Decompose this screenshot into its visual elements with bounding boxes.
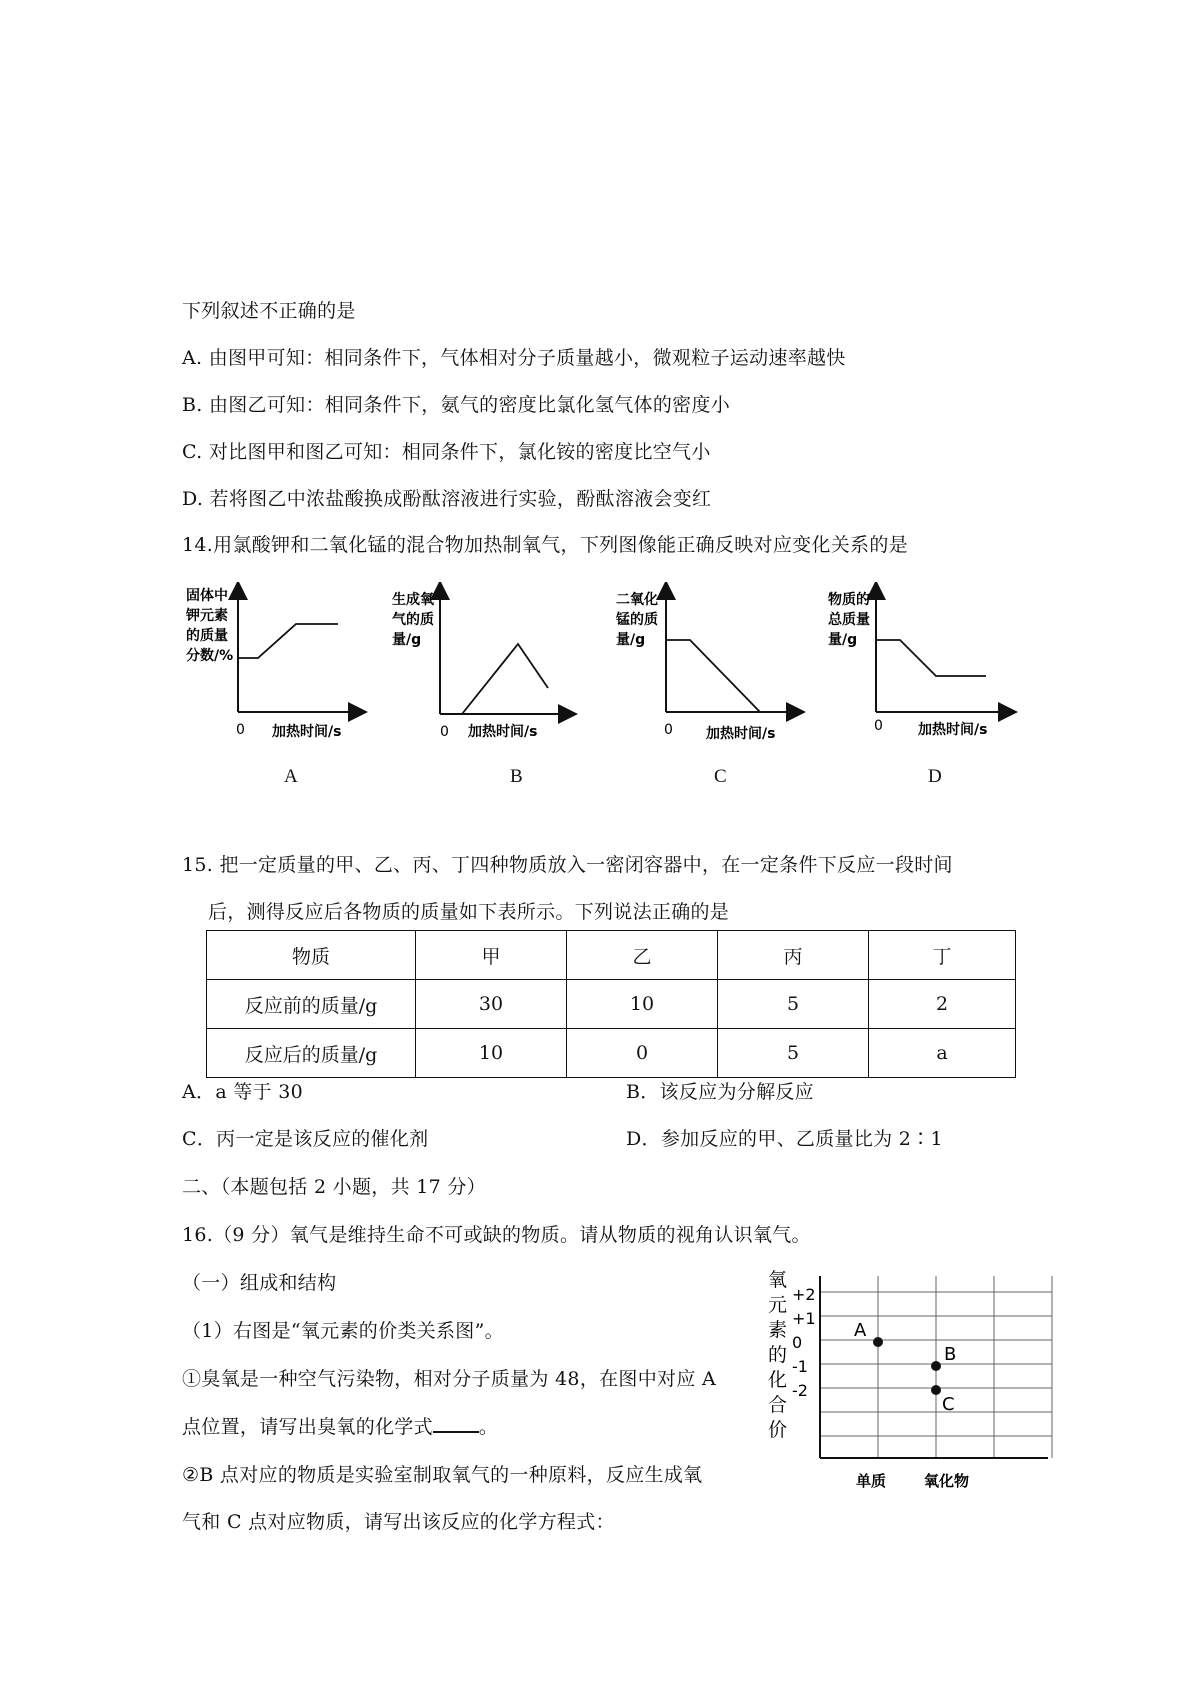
curve (666, 640, 760, 712)
ylabel-line: 二氧化 (616, 592, 658, 608)
origin-label: 0 (236, 722, 245, 738)
y-tick-label: 0 (792, 1333, 803, 1352)
point-label: B (944, 1344, 957, 1365)
table-cell: a (869, 1029, 1016, 1078)
origin-label: 0 (874, 718, 883, 734)
answer-blank[interactable] (433, 1413, 479, 1433)
table-cell: 物质 (207, 931, 416, 980)
point-b (931, 1361, 941, 1371)
ylabel-line: 分数/% (186, 648, 234, 664)
valence-chart (758, 1262, 1058, 1516)
q16-stem: 16.（9 分）氧气是维持生命不可或缺的物质。请从物质的视角认识氧气。 (182, 1224, 811, 1246)
ylabel-line: 钾元素 (186, 608, 228, 624)
table-cell: 乙 (567, 931, 718, 980)
table-cell: 30 (416, 980, 567, 1029)
q13-option-d: D. 若将图乙中浓盐酸换成酚酞溶液进行实验，酚酞溶液会变红 (182, 488, 712, 510)
q15-option-a: A．a 等于 30 (182, 1081, 304, 1103)
q13-option-c: C. 对比图甲和图乙可知：相同条件下，氯化铵的密度比空气小 (182, 441, 711, 463)
table-cell: 10 (416, 1029, 567, 1078)
point-label: A (854, 1320, 867, 1341)
ylabel-line: 生成氧 (392, 592, 434, 608)
q13-option-b: B. 由图乙可知：相同条件下，氨气的密度比氯化氢气体的密度小 (182, 394, 731, 416)
q15-stem-2: 后，测得反应后各物质的质量如下表所示。下列说法正确的是 (208, 901, 730, 923)
ylabel-line: 量/g (616, 632, 646, 648)
table-cell: 5 (718, 1029, 869, 1078)
point-a (873, 1337, 883, 1347)
table-cell: 丁 (869, 931, 1016, 980)
xlabel: 加热时间/s (272, 724, 342, 740)
table-row (207, 1029, 1016, 1078)
curve (440, 644, 548, 714)
section-heading: 二、（本题包括 2 小题，共 17 分） (182, 1176, 486, 1198)
q15-option-b: B．该反应为分解反应 (626, 1081, 814, 1103)
q13-stem: 下列叙述不正确的是 (182, 300, 356, 322)
table-header-row (207, 931, 1016, 980)
q16-p2-line2: 气和 C 点对应物质，请写出该反应的化学方程式： (182, 1511, 615, 1533)
table-cell: 反应后的质量/g (207, 1029, 416, 1078)
ylabel-char: 价 (768, 1419, 788, 1441)
graph-b (388, 582, 588, 756)
ylabel-char: 合 (768, 1394, 788, 1416)
q14-stem: 14.用氯酸钾和二氧化锰的混合物加热制氧气，下列图像能正确反映对应变化关系的是 (182, 534, 908, 556)
q16-p1-text: 点位置，请写出臭氧的化学式 (182, 1416, 433, 1438)
q15-option-c: C．丙一定是该反应的催化剂 (182, 1128, 429, 1150)
table-cell: 5 (718, 980, 869, 1029)
y-tick-label: +1 (792, 1309, 816, 1328)
q15-stem-1: 15. 把一定质量的甲、乙、丙、丁四种物质放入一密闭容器中，在一定条件下反应一段时间 (182, 854, 953, 876)
y-tick-label: +2 (792, 1285, 816, 1304)
table-cell: 0 (567, 1029, 718, 1078)
graph-a (180, 582, 380, 756)
table-cell: 丙 (718, 931, 869, 980)
graph-c-letter: C (714, 766, 727, 787)
y-tick-label: -1 (792, 1357, 808, 1376)
q16-p1-line1: ①臭氧是一种空气污染物，相对分子质量为 48，在图中对应 A (182, 1368, 716, 1390)
ylabel-line: 量/g (392, 632, 422, 648)
ylabel-line: 锰的质 (616, 612, 658, 628)
origin-label: 0 (440, 724, 449, 740)
ylabel-line: 固体中 (186, 588, 228, 604)
ylabel-char: 化 (768, 1369, 788, 1391)
curve (876, 640, 986, 676)
q15-option-d: D．参加反应的甲、乙质量比为 2∶1 (626, 1128, 943, 1150)
ylabel-char: 元 (768, 1294, 788, 1316)
ylabel-line: 气的质 (392, 612, 434, 628)
q16-sub1: （一）组成和结构 (182, 1272, 337, 1294)
xlabel: 加热时间/s (468, 724, 538, 740)
graph-b-letter: B (510, 766, 523, 787)
graph-c (612, 582, 812, 756)
q16-sub1-1: （1）右图是“氧元素的价类关系图”。 (182, 1320, 504, 1342)
xlabel: 加热时间/s (706, 726, 776, 742)
xlabel: 加热时间/s (918, 722, 988, 738)
y-tick-label: -2 (792, 1381, 808, 1400)
table-cell: 甲 (416, 931, 567, 980)
graph-d-letter: D (928, 766, 942, 787)
q16-p1-line2 (182, 1412, 498, 1439)
origin-label: 0 (664, 722, 673, 738)
table-cell: 10 (567, 980, 718, 1029)
ylabel-line: 量/g (828, 632, 858, 648)
table-row (207, 980, 1016, 1029)
curve (238, 624, 338, 658)
category-label: 氧化物 (924, 1472, 970, 1490)
point-c (931, 1385, 941, 1395)
ylabel-char: 氧 (768, 1269, 788, 1291)
q16-p2-line1: ②B 点对应的物质是实验室制取氧气的一种原料，反应生成氧 (182, 1464, 703, 1486)
q16-p1-end: 。 (478, 1416, 499, 1438)
ylabel-line: 总质量 (828, 612, 870, 628)
graph-a-letter: A (284, 766, 298, 787)
ylabel-char: 的 (768, 1344, 788, 1366)
table-cell: 反应前的质量/g (207, 980, 416, 1029)
mass-table (206, 930, 1016, 1078)
category-label: 单质 (856, 1472, 887, 1490)
q13-option-a: A. 由图甲可知：相同条件下，气体相对分子质量越小，微观粒子运动速率越快 (182, 347, 846, 369)
graph-d (824, 582, 1024, 756)
table-cell: 2 (869, 980, 1016, 1029)
ylabel-char: 素 (768, 1319, 788, 1341)
ylabel-line: 物质的 (828, 592, 870, 608)
ylabel-line: 的质量 (186, 628, 228, 644)
point-label: C (942, 1394, 955, 1415)
